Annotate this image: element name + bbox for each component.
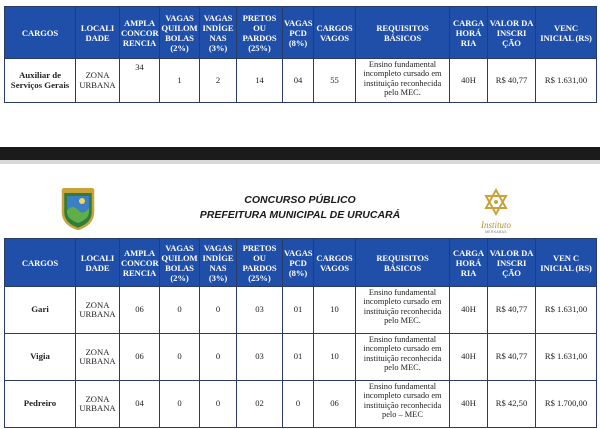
cell-venc: R$ 1.631,00	[536, 59, 597, 103]
cell-valor: R$ 40,77	[488, 59, 536, 103]
cell-pretos: 02	[237, 381, 283, 428]
table-row	[5, 334, 597, 381]
cell-indigenas: 0	[200, 381, 237, 428]
cell-indigenas: 0	[200, 287, 237, 334]
top-jobs-table	[4, 6, 597, 103]
institute-subtitle: MERKABAS	[485, 230, 507, 234]
header-ampla: AMPLA CONCOR RENCIA	[120, 7, 160, 59]
cell-venc: R$ 1.631,00	[536, 334, 597, 381]
cell-valor: R$ 42,50	[488, 381, 536, 428]
header-venc: VEN C INICIAL (RS)	[536, 239, 597, 287]
cell-pcd: 01	[283, 334, 314, 381]
header-carga: CARGA HORÁ RIA	[450, 239, 488, 287]
table-row	[5, 287, 597, 334]
header-vagas: CARGOS VAGOS	[314, 239, 356, 287]
header-pcd: VAGAS PCD (8%)	[283, 239, 314, 287]
cell-carga: 40H	[450, 59, 488, 103]
header-requisitos: REQUISITOS BÁSICOS	[356, 7, 450, 59]
cell-ampla: 34	[120, 59, 160, 103]
cell-localidade: ZONA URBANA	[76, 59, 120, 103]
cell-requisitos: Ensino fundamental incompleto cursado em instituição reconhecida pelo MEC.	[356, 334, 450, 381]
cell-vagas: 10	[314, 287, 356, 334]
cell-requisitos: Ensino fundamental incompleto cursado em instituição reconhecida pelo MEC.	[356, 287, 450, 334]
institute-logo	[474, 188, 518, 238]
cell-pretos: 03	[237, 334, 283, 381]
header-pretos: PRETOS OU PARDOS (25%)	[237, 239, 283, 287]
contest-title: CONCURSO PÚBLICO	[244, 194, 356, 206]
cell-cargo: Gari	[5, 287, 76, 334]
top-header-row	[5, 7, 597, 59]
cell-pretos: 14	[237, 59, 283, 103]
municipal-crest-icon	[60, 186, 96, 230]
cell-pcd: 01	[283, 287, 314, 334]
prefecture-title: PREFEITURA MUNICIPAL DE URUCARÁ	[199, 209, 401, 221]
cell-carga: 40H	[450, 381, 488, 428]
header-venc: VENC INICIAL (RS)	[536, 7, 597, 59]
institute-name: Instituto	[480, 220, 511, 230]
cell-ampla: 06	[120, 334, 160, 381]
header-indigenas: VAGAS INDÍGE NAS (3%)	[200, 7, 237, 59]
cell-vagas: 55	[314, 59, 356, 103]
cell-quilombolas: 0	[160, 334, 200, 381]
header-vagas: CARGOS VAGOS	[314, 7, 356, 59]
star-of-david-icon	[474, 188, 518, 222]
header-cargos: CARGOS	[5, 7, 76, 59]
cell-pcd: 04	[283, 59, 314, 103]
cell-quilombolas: 0	[160, 381, 200, 428]
header-title-box	[150, 194, 450, 221]
table-row	[5, 381, 597, 428]
cell-pcd: 0	[283, 381, 314, 428]
header-localidade: LOCALI DADE	[76, 239, 120, 287]
cell-venc: R$ 1.700,00	[536, 381, 597, 428]
cell-quilombolas: 1	[160, 59, 200, 103]
page-separator	[0, 147, 600, 160]
cell-venc: R$ 1.631,00	[536, 287, 597, 334]
cell-valor: R$ 40,77	[488, 334, 536, 381]
cell-requisitos: Ensino fundamental incompleto cursado em instituição reconhecida pelo MEC.	[356, 59, 450, 103]
cell-carga: 40H	[450, 334, 488, 381]
header-pretos: PRETOS OU PARDOS (25%)	[237, 7, 283, 59]
header-localidade: LOCALI DADE	[76, 7, 120, 59]
header-quilombolas: VAGAS QUILOM BOLAS (2%)	[160, 239, 200, 287]
bottom-jobs-table	[4, 238, 597, 428]
cell-valor: R$ 40,77	[488, 287, 536, 334]
header-pcd: VAGAS PCD (8%)	[283, 7, 314, 59]
header-indigenas: VAGAS INDÍGE NAS (3%)	[200, 239, 237, 287]
header-quilombolas: VAGAS QUILOM BOLAS (2%)	[160, 7, 200, 59]
cell-cargo: Vigia	[5, 334, 76, 381]
cell-localidade: ZONA URBANA	[76, 287, 120, 334]
cell-pretos: 03	[237, 287, 283, 334]
cell-cargo: Auxiliar de Serviços Gerais	[5, 59, 76, 103]
header-ampla: AMPLA CONCOR RENCIA	[120, 239, 160, 287]
cell-indigenas: 0	[200, 334, 237, 381]
cell-ampla: 04	[120, 381, 160, 428]
header-requisitos: REQUISITOS BÁSICOS	[356, 239, 450, 287]
header-carga: CARGA HORÁ RIA	[450, 7, 488, 59]
cell-localidade: ZONA URBANA	[76, 381, 120, 428]
header-valor: VALOR DA INSCRI ÇÃO	[488, 7, 536, 59]
cell-quilombolas: 0	[160, 287, 200, 334]
cell-vagas: 06	[314, 381, 356, 428]
table-row	[5, 59, 597, 103]
cell-localidade: ZONA URBANA	[76, 334, 120, 381]
cell-carga: 40H	[450, 287, 488, 334]
header-cargos: CARGOS	[5, 239, 76, 287]
cell-cargo: Pedreiro	[5, 381, 76, 428]
bottom-header-row	[5, 239, 597, 287]
cell-requisitos: Ensino fundamental incompleto cursado em instituição reconhecida pelo – MEC	[356, 381, 450, 428]
cell-ampla: 06	[120, 287, 160, 334]
cell-indigenas: 2	[200, 59, 237, 103]
header-valor: VALOR DA INSCRI ÇÃO	[488, 239, 536, 287]
cell-vagas: 10	[314, 334, 356, 381]
document-header	[0, 164, 600, 238]
